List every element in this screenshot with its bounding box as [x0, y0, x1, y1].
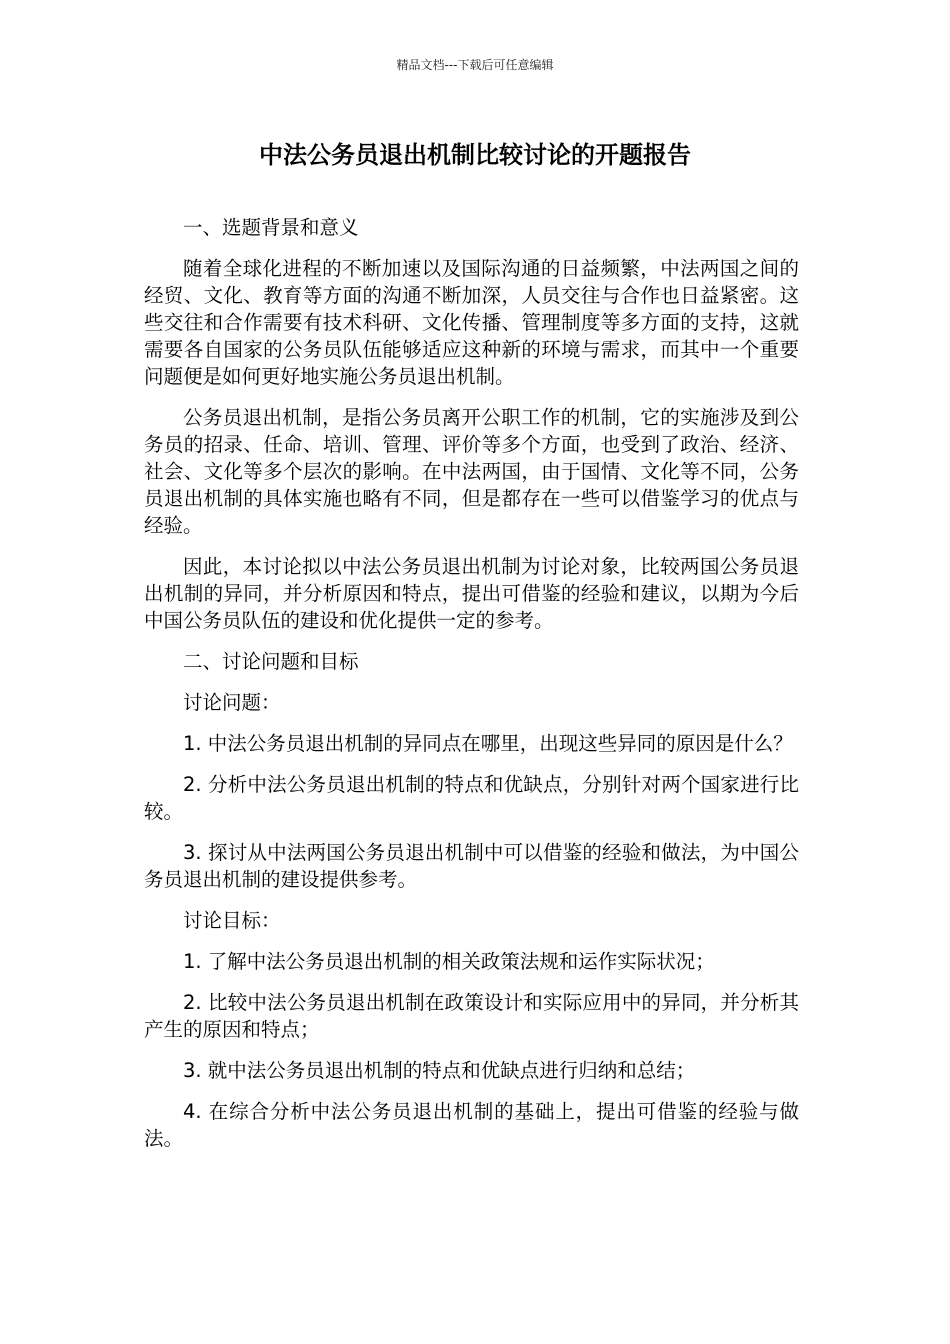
section-heading-background: 一、选题背景和意义	[183, 216, 359, 239]
paragraph-background-2: 公务员退出机制，是指公务员离开公职工作的机制，它的实施涉及到公务员的招录、任命、培训、管理、评价等多个方面，也受到了政治、经济、社会、文化等多个层次的影响。在中法两国，由于国情、文化等不同，公务员退出机制的具体实施也略有不同，但是都存在一些可以借鉴学习的优点与经验。	[144, 406, 799, 537]
header-note: 精品文档---下载后可任意编辑	[396, 58, 554, 72]
document-body	[144, 214, 799, 1166]
goal-item-4: 4. 在综合分析中法公务员退出机制的基础上，提出可借鉴的经验与做法。	[144, 1100, 799, 1150]
goal-item-1: 1. 了解中法公务员退出机制的相关政策法规和运作实际状况；	[183, 950, 715, 973]
question-item-1: 1. 中法公务员退出机制的异同点在哪里，出现这些异同的原因是什么？	[183, 732, 793, 755]
question-item-2: 2. 分析中法公务员退出机制的特点和优缺点，分别针对两个国家进行比较。	[144, 773, 799, 823]
section-heading-questions: 二、讨论问题和目标	[183, 650, 359, 673]
goal-item-2: 2. 比较中法公务员退出机制在政策设计和实际应用中的异同，并分析其产生的原因和特点；	[144, 991, 799, 1041]
paragraph-background-1: 随着全球化进程的不断加速以及国际沟通的日益频繁，中法两国之间的经贸、文化、教育等方面的沟通不断加深，人员交往与合作也日益紧密。这些交往和合作需要有技术科研、文化传播、管理制度等多方面的支持，这就需要各自国家的公务员队伍能够适应这种新的环境与需求，而其中一个重要问题便是如何更好地实施公务员退出机制。	[144, 257, 799, 388]
goal-item-3: 3. 就中法公务员退出机制的特点和优缺点进行归纳和总结；	[183, 1059, 696, 1082]
subheading-goals: 讨论目标：	[183, 909, 281, 932]
paragraph-background-3: 因此，本讨论拟以中法公务员退出机制为讨论对象，比较两国公务员退出机制的异同，并分析原因和特点，提出可借鉴的经验和建议，以期为今后中国公务员队伍的建设和优化提供一定的参考。	[144, 555, 799, 632]
subheading-questions: 讨论问题：	[183, 691, 281, 714]
question-item-3: 3. 探讨从中法两国公务员退出机制中可以借鉴的经验和做法，为中国公务员退出机制的建设提供参考。	[144, 841, 799, 891]
document-title: 中法公务员退出机制比较讨论的开题报告	[259, 141, 691, 169]
